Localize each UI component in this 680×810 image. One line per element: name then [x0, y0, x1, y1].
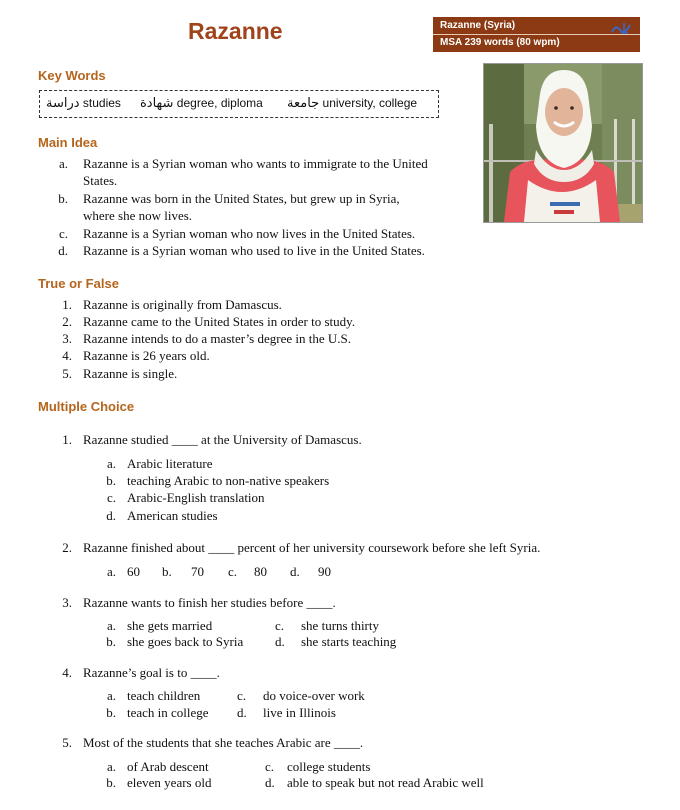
option-letter: a.	[58, 156, 68, 171]
option-letter: d.	[275, 634, 285, 649]
badge-divider	[433, 34, 640, 35]
option-text: Arabic-English translation	[127, 490, 265, 505]
key-words-box	[39, 90, 439, 118]
option-text: 60	[127, 564, 140, 579]
option-letter: c.	[265, 759, 275, 774]
key-word-2	[140, 96, 263, 111]
item-text: Razanne is originally from Damascus.	[83, 297, 282, 312]
option-letter: b.	[106, 634, 116, 649]
question-number: 5.	[62, 735, 72, 750]
option-text: teach in college	[127, 705, 209, 720]
option-letter: d.	[290, 564, 300, 579]
item-text: Razanne came to the United States in order to study.	[83, 314, 356, 329]
key-word-1	[46, 96, 121, 111]
question-text: Razanne studied ____ at the University of Damascus.	[83, 432, 362, 447]
question-text: Razanne finished about ____ percent of her university coursework before she left Syria.	[83, 540, 541, 555]
item-number: 2.	[62, 314, 72, 329]
option-text: college students	[287, 759, 371, 774]
option-text: she turns thirty	[301, 618, 379, 633]
option-letter: c.	[228, 564, 238, 579]
option-text-continued: where she now lives.	[83, 208, 193, 223]
option-text: Razanne is a Syrian woman who now lives in the United States.	[83, 226, 416, 241]
portrait-illustration	[484, 64, 642, 222]
key-word-english: degree, diploma	[176, 96, 263, 110]
key-word-3	[287, 96, 417, 111]
option-letter: d.	[106, 508, 116, 523]
question-number: 2.	[62, 540, 72, 555]
question-text: Most of the students that she teaches Arabic are ____.	[83, 735, 364, 750]
question-text: Razanne’s goal is to ____.	[83, 665, 220, 680]
key-words-heading: Key Words	[38, 68, 106, 83]
option-text: eleven years old	[127, 775, 212, 790]
option-text: she gets married	[127, 618, 213, 633]
option-letter: a.	[106, 456, 116, 471]
option-letter: a.	[106, 688, 116, 703]
option-letter: b.	[58, 191, 68, 206]
item-text: Razanne is single.	[83, 366, 178, 381]
option-text: she starts teaching	[301, 634, 397, 649]
option-text: live in Illinois	[263, 705, 336, 720]
key-word-arabic: دراسة	[46, 96, 80, 111]
portrait-photo	[483, 63, 643, 223]
option-letter: c.	[237, 688, 247, 703]
option-letter: c.	[106, 490, 116, 505]
multiple-choice-heading: Multiple Choice	[38, 399, 135, 414]
question-text: Razanne wants to finish her studies before ____.	[83, 595, 336, 610]
option-text-continued: States.	[83, 173, 118, 188]
option-letter: c.	[58, 226, 68, 241]
item-number: 3.	[62, 331, 72, 346]
true-false-heading: True or False	[38, 276, 119, 291]
item-number: 5.	[62, 366, 72, 381]
option-letter: d.	[237, 705, 247, 720]
item-number: 1.	[62, 297, 72, 312]
option-text: 80	[254, 564, 267, 579]
option-text: Arabic literature	[127, 456, 213, 471]
badge-speaker: Razanne (Syria)	[440, 20, 516, 31]
option-letter: b.	[106, 473, 116, 488]
option-text: 70	[191, 564, 204, 579]
option-text: do voice-over work	[263, 688, 365, 703]
badge-stats: MSA 239 words (80 wpm)	[440, 37, 560, 48]
question-number: 1.	[62, 432, 72, 447]
option-text: Razanne was born in the United States, but grew up in Syria,	[83, 191, 400, 206]
item-text: Razanne intends to do a master’s degree in the U.S.	[83, 331, 351, 346]
option-text: American studies	[127, 508, 218, 523]
key-word-english: university, college	[322, 96, 418, 110]
option-text: 90	[318, 564, 331, 579]
key-word-arabic: شهادة	[140, 96, 174, 111]
question-number: 3.	[62, 595, 72, 610]
logo-icon	[610, 21, 632, 35]
option-text: of Arab descent	[127, 759, 209, 774]
option-text: teaching Arabic to non-native speakers	[127, 473, 330, 488]
option-text: able to speak but not read Arabic well	[287, 775, 484, 790]
question-number: 4.	[62, 665, 72, 680]
option-text: teach children	[127, 688, 201, 703]
key-word-english: studies	[82, 96, 121, 110]
option-letter: d.	[58, 243, 68, 258]
option-letter: a.	[106, 618, 116, 633]
option-letter: a.	[106, 759, 116, 774]
option-text: Razanne is a Syrian woman who used to live in the United States.	[83, 243, 425, 258]
option-text: Razanne is a Syrian woman who wants to immigrate to the United	[83, 156, 428, 171]
item-number: 4.	[62, 348, 72, 363]
main-idea-heading: Main Idea	[38, 135, 98, 150]
level-badge	[433, 17, 640, 52]
option-letter: d.	[265, 775, 275, 790]
key-word-arabic: جامعة	[287, 96, 320, 111]
option-text: she goes back to Syria	[127, 634, 244, 649]
option-letter: b.	[106, 775, 116, 790]
option-letter: c.	[275, 618, 285, 633]
option-letter: b.	[106, 705, 116, 720]
page-title: Razanne	[188, 18, 283, 44]
item-text: Razanne is 26 years old.	[83, 348, 210, 363]
option-letter: a.	[106, 564, 116, 579]
option-letter: b.	[162, 564, 172, 579]
